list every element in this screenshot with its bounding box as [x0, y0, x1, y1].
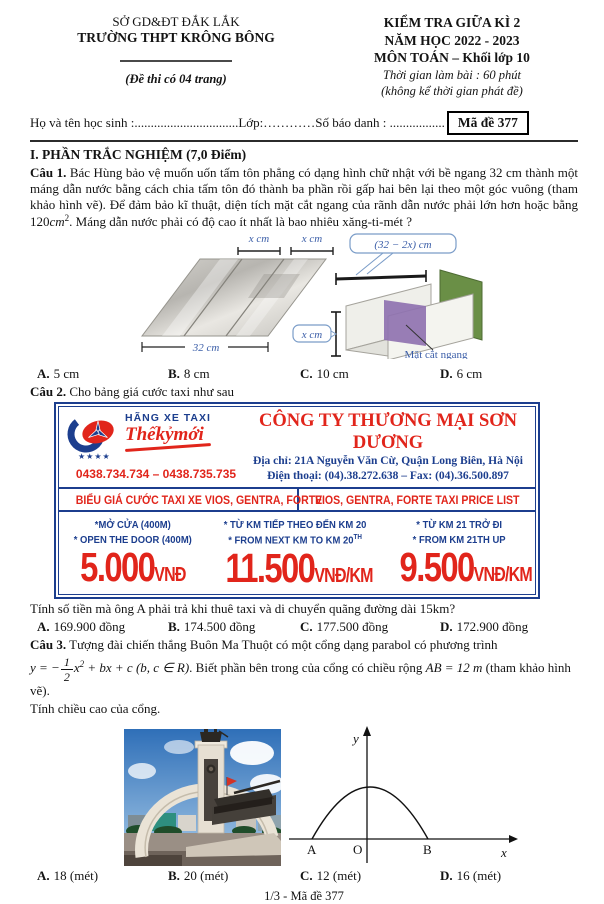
question-1-text — [30, 165, 578, 229]
header-school-block — [30, 10, 322, 99]
answer-option-c — [300, 619, 440, 635]
question-3-prompt: Tính chiều cao của cổng. — [30, 700, 161, 716]
answer-letter: B. — [168, 618, 180, 634]
price-desc-vi: *MỞ CỬA (400M) — [94, 519, 171, 531]
cross-section-plane — [384, 300, 426, 346]
formula-variable: x — [73, 659, 80, 675]
question-2-answers — [30, 619, 578, 635]
answer-text: 16 (mét) — [456, 867, 502, 883]
answer-option-c — [300, 868, 440, 884]
question-2-label: Câu 2. — [30, 383, 67, 399]
price-desc-en: * FROM NEXT KM TO KM 20TH — [227, 533, 362, 547]
price-col-from-km21 — [383, 518, 535, 591]
student-name-field: Họ và tên học sinh :................................ — [30, 115, 239, 131]
question-2-prompt: Tính số tiền mà ông A phải trả khi thuê taxi và di chuyển quãng đường dài 15km? — [30, 600, 456, 616]
answer-text: 172.900 đồng — [456, 618, 529, 634]
origin-label: O — [353, 841, 363, 857]
question-1-body: Bác Hùng bảo vệ muốn uốn tấm tôn phẳng có dạng hình chữ nhật với bề ngang 32 cm thành một máng dẫn nước bằng cách chia tấm tôn đó thành ba phần rồi gấp hai bên lại theo một góc vuông (tham khảo hình vẽ). Để đảm bảo kĩ thuật, diện tích mặt cắt ngang của rãnh dẫn nước phải lớn hơn hoặc bằng 120 — [30, 165, 578, 229]
price-desc-en: * FROM KM 21TH UP — [412, 533, 506, 546]
company-name: CÔNG TY THƯƠNG MẠI SƠN DƯƠNG — [259, 411, 517, 453]
x-axis-arrow — [509, 835, 518, 843]
question-2-body: Cho bảng giá cước taxi như sau — [66, 383, 235, 399]
question-1-label: Câu 1. — [30, 165, 67, 181]
formula-rest: + bx + c — [84, 659, 136, 675]
exam-pages-note: (Đề thi có 04 trang) — [125, 72, 227, 86]
taxi-price-board — [54, 402, 540, 598]
price-columns — [59, 512, 535, 594]
answer-text: 174.500 đồng — [183, 618, 256, 634]
point-b-label: B — [423, 841, 432, 857]
price-desc-en: * OPEN THE DOOR (400M) — [73, 533, 192, 546]
question-3-body: Tượng đài chiến thắng Buôn Ma Thuột có một cổng dạng parabol có phương trình — [66, 636, 498, 652]
formula-lhs: y = − — [30, 659, 60, 675]
ab-width-value: AB = 12 m — [425, 659, 483, 675]
question-3-figures — [124, 721, 578, 866]
ad-top-row — [59, 407, 535, 487]
answer-option-b — [168, 619, 300, 635]
answer-text: 169.900 đồng — [53, 618, 126, 634]
price-value: 11.500VNĐ/KM — [224, 544, 373, 591]
question-3-formula — [30, 656, 578, 699]
answer-text: 8 cm — [183, 365, 210, 381]
dim-x3-label: x cm — [301, 328, 323, 341]
answer-option-b — [168, 868, 300, 884]
answer-text: 5 cm — [53, 365, 80, 381]
fraction-numerator: 1 — [61, 656, 73, 670]
answer-option-d — [440, 868, 578, 884]
fraction — [61, 656, 73, 683]
price-value: 5.000VNĐ — [80, 544, 186, 591]
answer-letter: C. — [300, 867, 313, 883]
answer-letter: A. — [37, 618, 50, 634]
gutter-figure — [88, 232, 540, 359]
answer-letter: D. — [440, 618, 453, 634]
answer-letter: B. — [168, 365, 180, 381]
company-block — [247, 410, 529, 485]
answer-letter: A. — [37, 867, 50, 883]
answer-option-d — [440, 619, 578, 635]
question-3-body3: (tham khảo hình vẽ). — [30, 659, 571, 698]
price-header-en: VIOS, GENTRA, FORTE TAXI PRICE LIST — [314, 493, 520, 507]
brand-script-text: Thếkỷmới — [125, 424, 204, 446]
company-address: Địa chỉ: 21A Nguyễn Văn Cừ, Quận Long Biên, Hà Nội — [253, 454, 523, 467]
cross-section-label: Mặt cắt ngang — [404, 348, 468, 359]
answer-option-a — [37, 366, 168, 382]
parabola-curve — [312, 787, 428, 839]
answer-letter: A. — [37, 365, 50, 381]
answer-option-a — [37, 868, 168, 884]
answer-letter: D. — [440, 867, 453, 883]
price-header-vi: BIỂU GIÁ CƯỚC TAXI XE VIOS, GENTRA, FORTE — [59, 489, 299, 510]
taxi-price-board-inner — [58, 406, 536, 594]
header-exam-block — [326, 10, 578, 99]
logo-stars: ★★★★ — [78, 452, 111, 462]
school-name: TRƯỜNG THPT KRÔNG BÔNG — [77, 30, 275, 45]
answer-text: 12 (mét) — [316, 867, 362, 883]
answer-text: 18 (mét) — [53, 867, 99, 883]
question-3-label: Câu 3. — [30, 636, 67, 652]
taxi-brand-block — [65, 410, 247, 485]
answer-letter: C. — [300, 618, 313, 634]
question-3-text — [30, 637, 578, 653]
answer-letter: C. — [300, 365, 313, 381]
answer-text: 177.500 đồng — [316, 618, 389, 634]
student-info-row — [30, 111, 578, 135]
answer-option-c — [300, 366, 440, 382]
fraction-denominator: 2 — [63, 669, 70, 684]
taxi-brand-text — [125, 410, 211, 449]
parabola-graph — [287, 721, 519, 866]
question-1-body2: . Máng dẫn nước phải có độ cao ít nhất là bao nhiêu xăng-ti-mét ? — [69, 213, 412, 229]
dim-x2-label: x cm — [301, 232, 323, 245]
answer-option-a — [37, 619, 168, 635]
horizontal-rule — [30, 140, 578, 142]
exam-year: NĂM HỌC 2022 - 2023 — [384, 32, 520, 48]
page-footer: 1/3 - Mã đề 377 — [264, 888, 344, 903]
taxi-logo-row — [65, 410, 247, 464]
exam-title: KIỂM TRA GIỮA KÌ 2 — [383, 15, 521, 30]
u-channel-figure — [293, 234, 482, 359]
company-telephone: Điện thoại: (04).38.272.638 – Fax: (04).36.500.897 — [267, 470, 509, 483]
dim-32-label: 32 cm — [192, 341, 220, 354]
formula-exponent: 2 — [79, 658, 85, 669]
question-1-unit-sup: 2 — [64, 212, 70, 223]
answer-text: 6 cm — [456, 365, 483, 381]
price-list-header-row — [59, 487, 535, 512]
header-divider-line — [120, 60, 232, 62]
dim-x1-label: x cm — [248, 232, 270, 245]
page-header — [30, 10, 578, 99]
monument-photo — [124, 729, 281, 866]
dim-32-2x-label: (32 − 2x) cm — [374, 238, 432, 251]
student-id-field: Số báo danh : ................. — [315, 115, 445, 131]
price-value: 9.500VNĐ/KM — [399, 544, 532, 591]
price-col-open-door — [59, 518, 207, 591]
exam-subject: MÔN TOÁN – Khối lớp 10 — [374, 50, 530, 66]
exam-code-box: Mã đề 377 — [447, 111, 529, 135]
brand-small-text: HÃNG XE TAXI — [125, 412, 211, 425]
question-1-unit: cm — [49, 213, 65, 229]
question-3-body2: . Biết phần bên trong của cổng có chiều rộng — [189, 659, 426, 675]
question-2-text — [30, 384, 578, 400]
price-desc-vi: * TỪ KM 21 TRỞ ĐI — [415, 519, 502, 531]
answer-text: 20 (mét) — [183, 867, 229, 883]
answer-letter: D. — [440, 365, 453, 381]
answer-letter: B. — [168, 867, 180, 883]
point-a-label: A — [307, 841, 317, 857]
question-3-answers — [30, 868, 578, 884]
formula-domain: (b, c ∈ R) — [135, 659, 190, 675]
y-axis-arrow — [363, 726, 371, 736]
department-name: SỞ GD&ĐT ĐẮK LẮK — [112, 14, 240, 29]
answer-text: 10 cm — [316, 365, 349, 381]
y-axis-label: y — [353, 730, 359, 746]
water-reflection — [124, 855, 182, 866]
price-desc-vi: * TỪ KM TIẾP THEO ĐẾN KM 20 — [223, 519, 366, 531]
exam-duration-note: (không kể thời gian phát đề) — [381, 83, 523, 98]
exam-duration: Thời gian làm bài : 60 phút — [383, 67, 521, 82]
student-class-field: Lớp:………… — [238, 115, 316, 131]
answer-option-d — [440, 366, 578, 382]
taxi-logo-icon — [65, 410, 123, 464]
question-1-answers — [30, 366, 578, 382]
section-title: I. PHẦN TRẮC NGHIỆM (7,0 Điểm) — [30, 147, 247, 163]
taxi-phone-numbers: 0438.734.734 – 0438.735.735 — [75, 467, 237, 482]
price-col-next-km — [207, 518, 383, 591]
x-axis-label: x — [501, 844, 507, 860]
answer-option-b — [168, 366, 300, 382]
